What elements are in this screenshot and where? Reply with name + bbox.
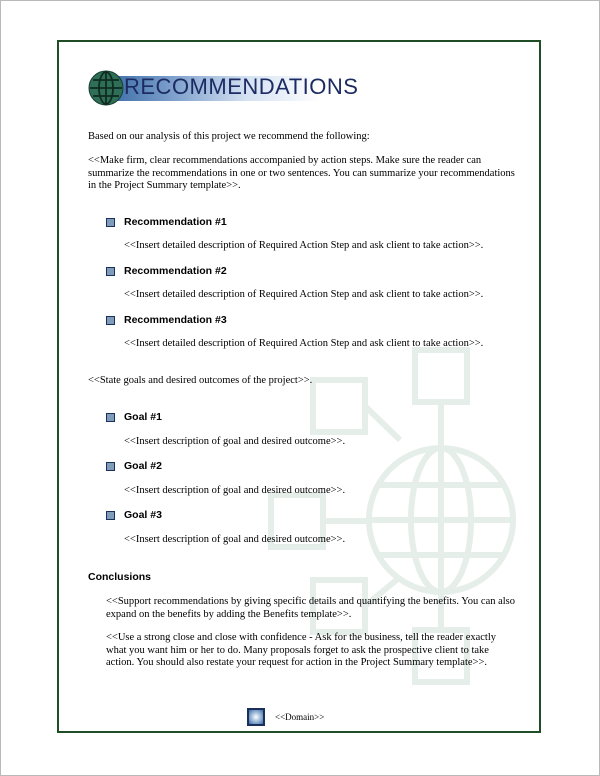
- goal-2: [106, 460, 162, 472]
- goal-3: [106, 509, 162, 521]
- recommendation-description: <<Insert detailed description of Required Action Step and ask client to take action>>.: [124, 338, 484, 349]
- recommendation-label: Recommendation #1: [124, 216, 227, 228]
- recommendation-label: Recommendation #2: [124, 265, 227, 277]
- footer-domain: <<Domain>>: [275, 712, 325, 722]
- instructions-text: <<Make firm, clear recommendations accompanied by action steps. Make sure the reader can summarize the recommendations in one or two sentences. You can summarize your recommendations in the Project Summary template>>.: [88, 155, 515, 191]
- goal-1: [106, 411, 162, 423]
- recommendation-description: <<Insert detailed description of Required Action Step and ask client to take action>>.: [124, 240, 484, 251]
- footer-square-icon: [247, 708, 265, 726]
- recommendation-1: [106, 216, 227, 228]
- recommendation-2: [106, 265, 227, 277]
- square-bullet-icon: [106, 316, 115, 325]
- page-header: [88, 70, 359, 108]
- goal-description: <<Insert description of goal and desired outcome>>.: [124, 436, 346, 447]
- globe-icon: [88, 70, 124, 106]
- recommendation-label: Recommendation #3: [124, 314, 227, 326]
- conclusions-heading: Conclusions: [88, 571, 152, 583]
- square-bullet-icon: [106, 267, 115, 276]
- conclusion-paragraph: <<Use a strong close and close with confidence - Ask for the business, tell the reader exactly what you want him or her to do. Many proposals forget to ask the prospective client to take action. You should also restate your request for action in the Project Summary template>>.: [106, 632, 497, 668]
- goals-intro-text: <<State goals and desired outcomes of the project>>.: [88, 375, 313, 386]
- square-bullet-icon: [106, 511, 115, 520]
- page-title: RECOMMENDATIONS: [124, 74, 359, 99]
- intro-text: Based on our analysis of this project we recommend the following:: [88, 131, 370, 142]
- goal-label: Goal #1: [124, 411, 162, 423]
- goal-description: <<Insert description of goal and desired outcome>>.: [124, 534, 346, 545]
- goal-description: <<Insert description of goal and desired outcome>>.: [124, 485, 346, 496]
- square-bullet-icon: [106, 462, 115, 471]
- square-bullet-icon: [106, 413, 115, 422]
- square-bullet-icon: [106, 218, 115, 227]
- recommendation-description: <<Insert detailed description of Required Action Step and ask client to take action>>.: [124, 289, 484, 300]
- goal-label: Goal #2: [124, 460, 162, 472]
- conclusion-paragraph: <<Support recommendations by giving specific details and quantifying the benefits. You can also expand on the benefits by adding the Benefits template>>.: [106, 596, 516, 620]
- recommendation-3: [106, 314, 227, 326]
- goal-label: Goal #3: [124, 509, 162, 521]
